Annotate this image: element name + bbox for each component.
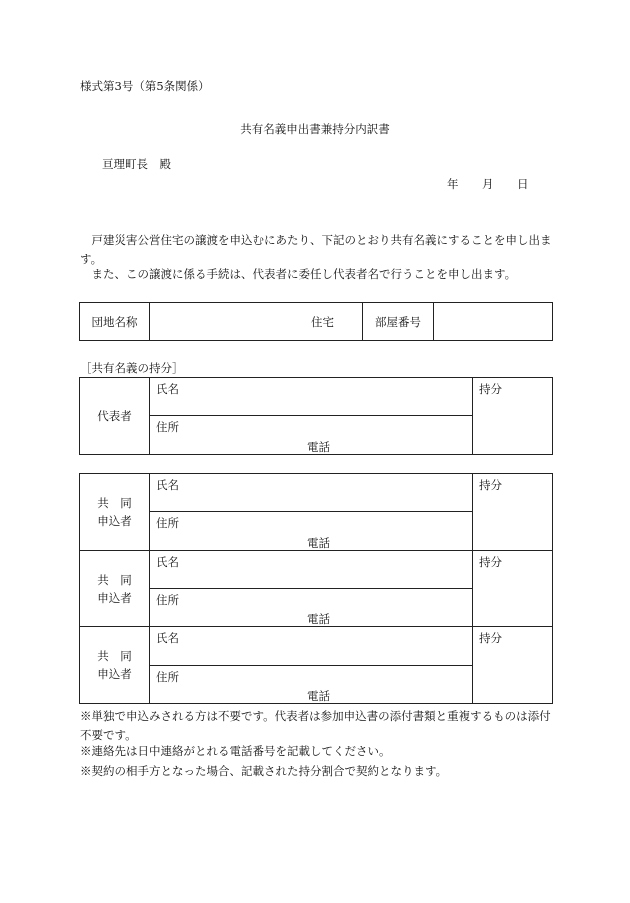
co-applicant-2-name-field[interactable] <box>150 551 473 589</box>
representative-address-label: 住所 <box>156 420 179 434</box>
estate-table <box>79 302 553 341</box>
co-applicant-1-share-field[interactable] <box>473 474 553 551</box>
co-applicant-3-name-label: 氏名 <box>156 631 179 645</box>
body-paragraph-1: 戸建災害公営住宅の譲渡を申込むにあたり、下記のとおり共有名義にすることを申し出ます。 <box>80 233 552 266</box>
co-applicant-3-address-field[interactable] <box>150 666 473 704</box>
representative-phone-label: 電話 <box>307 440 330 454</box>
co-applicant-2-label-line2: 申込者 <box>97 590 132 605</box>
co-applicant-2-share-field[interactable] <box>473 551 553 627</box>
co-applicant-1-label-cell <box>80 474 150 551</box>
complex-name-label: 団地名称 <box>91 314 138 329</box>
room-number-label: 部屋番号 <box>375 314 421 329</box>
note-3: ※契約の相手方となった場合、記載された持分割合で契約となります。 <box>80 764 448 778</box>
addressee: 亘理町長 殿 <box>102 157 171 171</box>
note-1: ※単独で申込みされる方は不要です。代表者は参加申込書の添付書類と重複するものは添付不要です。 <box>80 709 551 742</box>
co-applicant-2-label-line1: 共 同 <box>97 572 132 587</box>
form-number: 様式第3号（第5条関係） <box>80 79 210 93</box>
co-applicant-2-name-label: 氏名 <box>156 555 179 569</box>
document-title: 共有名義申出書兼持分内訳書 <box>240 122 390 136</box>
representative-label: 代表者 <box>97 409 132 423</box>
representative-share-label: 持分 <box>479 382 502 396</box>
co-applicant-2-phone-label: 電話 <box>307 612 330 626</box>
co-applicant-2-address-field[interactable] <box>150 589 473 627</box>
co-applicant-1-phone-label: 電話 <box>307 536 330 550</box>
room-number-field[interactable] <box>434 303 553 341</box>
co-applicant-1-name-field[interactable] <box>150 474 473 512</box>
co-applicant-3-share-field[interactable] <box>473 627 553 704</box>
representative-table <box>79 377 553 455</box>
co-applicant-3-phone-label: 電話 <box>307 689 330 703</box>
co-applicant-3-label-line1: 共 同 <box>97 649 132 663</box>
co-applicant-1-share-label: 持分 <box>479 478 502 492</box>
representative-name-label: 氏名 <box>156 382 179 396</box>
co-applicant-2-label-cell <box>80 551 150 627</box>
representative-share-field[interactable] <box>473 378 553 455</box>
co-applicant-3-address-label: 住所 <box>156 670 179 684</box>
housing-label: 住宅 <box>311 314 334 329</box>
representative-label-cell <box>80 378 150 455</box>
representative-address-field[interactable] <box>150 416 473 455</box>
room-number-label-cell <box>363 303 434 341</box>
co-applicant-3-share-label: 持分 <box>479 631 502 645</box>
co-applicant-1-address-field[interactable] <box>150 512 473 551</box>
date-day-label: 日 <box>517 177 529 191</box>
co-applicant-3-name-field[interactable] <box>150 627 473 666</box>
co-applicant-3-label-line2: 申込者 <box>97 667 132 681</box>
co-applicants-table <box>79 473 553 704</box>
date-month-label: 月 <box>482 177 494 191</box>
co-applicant-1-address-label: 住所 <box>156 516 179 530</box>
co-applicant-2-address-label: 住所 <box>156 593 179 607</box>
co-applicant-1-label-line1: 共 同 <box>97 496 132 510</box>
co-applicant-1-label-line2: 申込者 <box>97 514 132 528</box>
complex-name-field[interactable] <box>150 303 363 341</box>
body-paragraph-2: また、この譲渡に係る手続は、代表者に委任し代表者名で行うことを申し出ます。 <box>80 267 517 281</box>
co-applicant-1-name-label: 氏名 <box>156 478 179 492</box>
section-label: ［共有名義の持分］ <box>80 361 184 375</box>
representative-name-field[interactable] <box>150 378 473 416</box>
note-2: ※連絡先は日中連絡がとれる電話番号を記載してください。 <box>80 744 391 758</box>
date-year-label: 年 <box>447 177 459 191</box>
complex-name-label-cell <box>80 303 150 341</box>
co-applicant-1-row-top <box>80 474 553 512</box>
co-applicant-2-share-label: 持分 <box>479 555 502 569</box>
co-applicant-3-label-cell <box>80 627 150 704</box>
